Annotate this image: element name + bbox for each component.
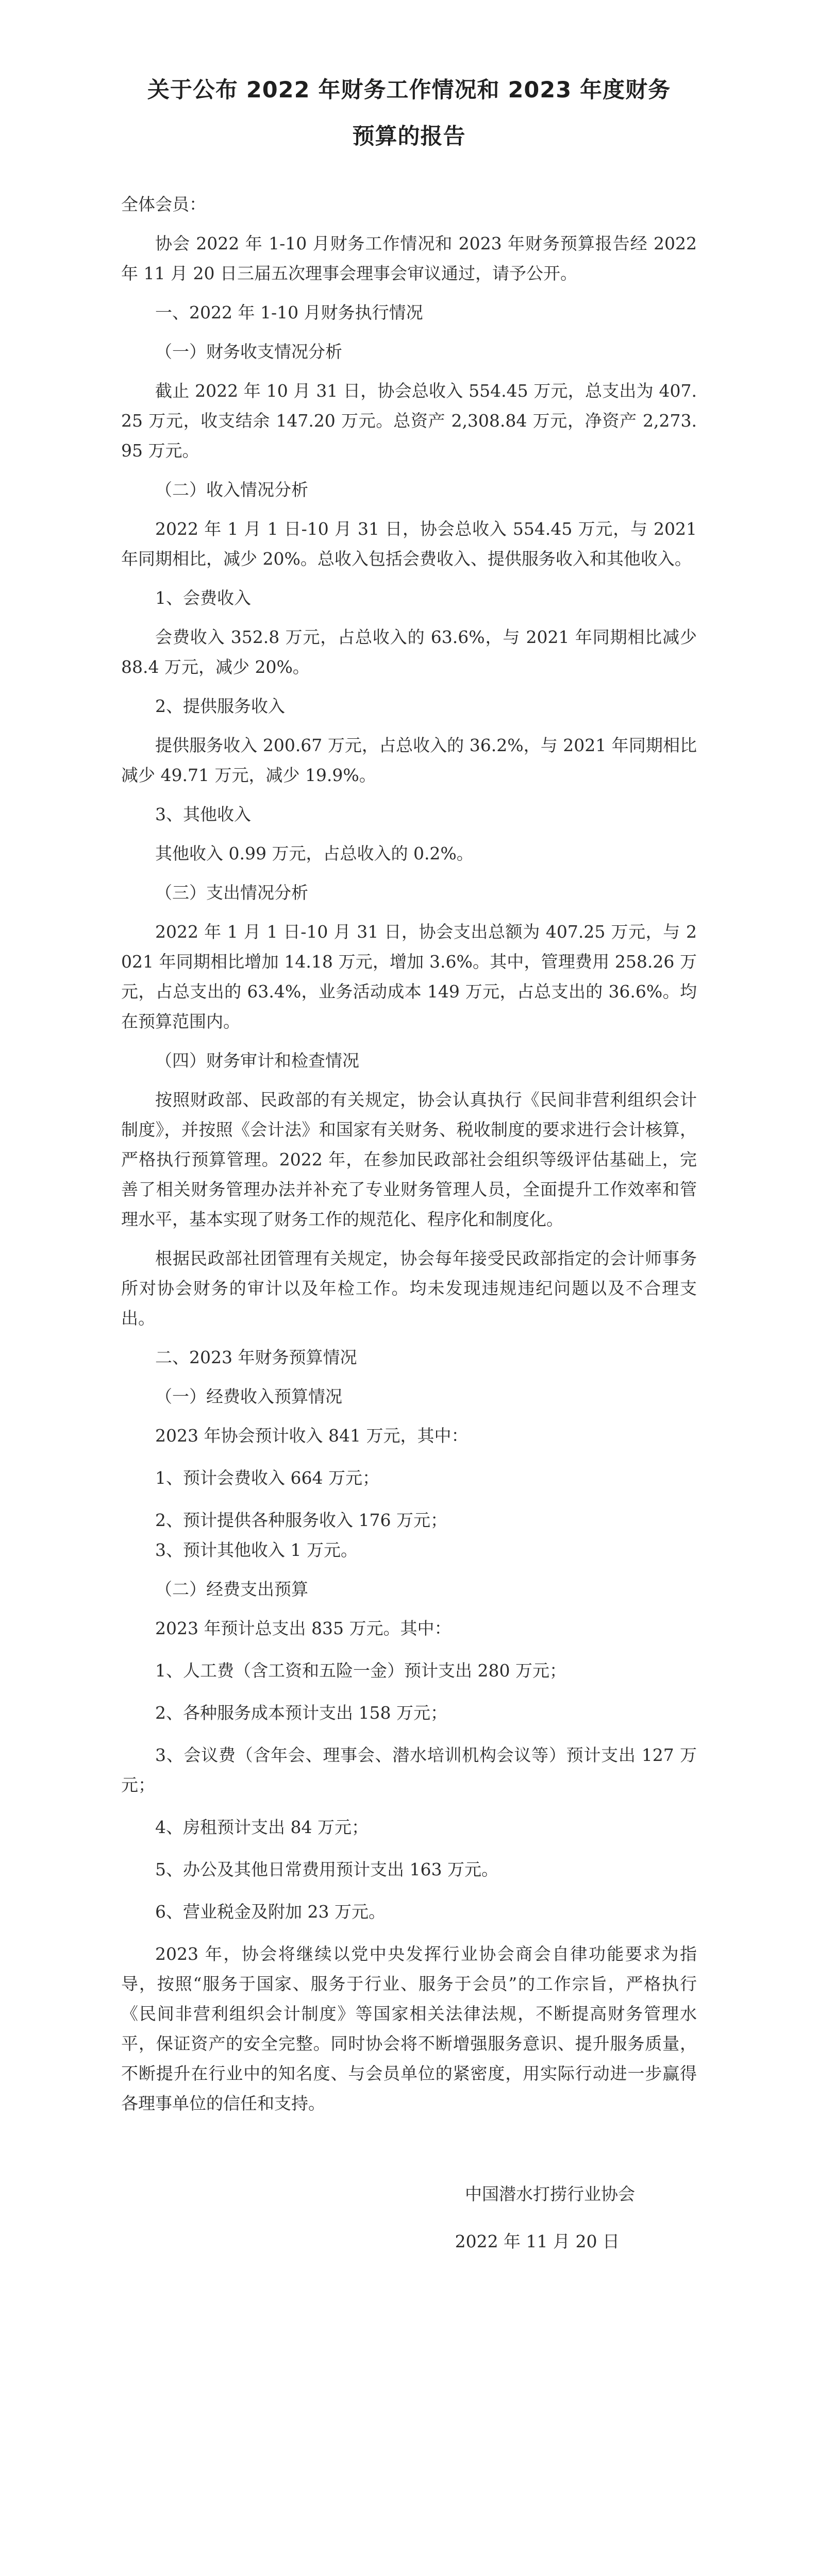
body-paragraph: 根据民政部社团管理有关规定，协会每年接受民政部指定的会计师事务所对协会财务的审计以及年检工作。均未发现违规违纪问题以及不合理支出。 (121, 1248, 697, 1328)
list-item: 6、营业税金及附加 23 万元。 (155, 1902, 386, 1922)
list-item: 5、办公及其他日常费用预计支出 163 万元。 (155, 1859, 498, 1879)
body-paragraph: 提供服务收入 200.67 万元，占总收入的 36.2%，与 2021 年同期相比减少 49.71 万元，减少 19.9%。 (121, 735, 697, 785)
list-item: 2、各种服务成本预计支出 158 万元； (155, 1703, 447, 1723)
signature-date: 2022 年 11 月 20 日 (455, 2231, 620, 2251)
closing-paragraph: 2023 年，协会将继续以党中央发挥行业协会商会自律功能要求为指导，按照“服务于国家、服务于行业、服务于会员”的工作宗旨，严格执行《民间非营利组织会计制度》等国家相关法律法规，不断提高财务管理水平，保证资产的安全完整。同时协会将不断增强服务意识、提升服务质量，不断提升在行业中的知名度、与会员单位的紧密度，用实际行动进一步赢得各理事单位的信任和支持。 (121, 1944, 697, 2113)
title-line-1: 关于公布 2022 年财务工作情况和 2023 年度财务 (147, 77, 671, 103)
body-paragraph: 2022 年 1 月 1 日-10 月 31 日，协会总收入 554.45 万元，与 2021 年同期相比，减少 20%。总收入包括会费收入、提供服务收入和其他收入。 (121, 519, 697, 569)
body-paragraph: 会费收入 352.8 万元，占总收入的 63.6%，与 2021 年同期相比减少 88.4 万元，减少 20%。 (121, 627, 697, 677)
document-title (121, 67, 697, 160)
list-heading: 3、其他收入 (155, 804, 251, 824)
body-paragraph: 2023 年协会预计收入 841 万元，其中： (155, 1426, 469, 1446)
subsection-heading: （一）经费收入预算情况 (155, 1386, 342, 1406)
intro-paragraph: 协会 2022 年 1-10 月财务工作情况和 2023 年财务预算报告经 2022 年 11 月 20 日三届五次理事会理事会审议通过，请予公开。 (121, 233, 697, 283)
title-line-2: 预算的报告 (352, 124, 466, 149)
body-paragraph: 2023 年预计总支出 835 万元。其中： (155, 1618, 452, 1638)
list-item: 4、房租预计支出 84 万元； (155, 1817, 369, 1837)
signature-org: 中国潜水打捞行业协会 (465, 2184, 635, 2204)
section-heading-1: 一、2022 年 1-10 月财务执行情况 (155, 302, 423, 323)
subsection-heading: （二）收入情况分析 (155, 480, 308, 500)
subsection-heading: （四）财务审计和检查情况 (155, 1050, 359, 1071)
list-item: 1、人工费（含工资和五险一金）预计支出 280 万元； (155, 1660, 566, 1681)
list-item: 3、预计其他收入 1 万元。 (155, 1540, 358, 1560)
list-item: 3、会议费（含年会、理事会、潜水培训机构会议等）预计支出 127 万元； (121, 1745, 697, 1795)
list-heading: 2、提供服务收入 (155, 696, 285, 716)
subsection-heading: （一）财务收支情况分析 (155, 342, 342, 362)
list-item: 1、预计会费收入 664 万元； (155, 1468, 379, 1488)
document-body (121, 190, 697, 2119)
salutation: 全体会员： (121, 194, 206, 214)
list-item: 2、预计提供各种服务收入 176 万元； (155, 1510, 447, 1530)
body-paragraph: 其他收入 0.99 万元，占总收入的 0.2%。 (155, 843, 474, 863)
body-paragraph: 截止 2022 年 10 月 31 日，协会总收入 554.45 万元，总支出为 407.25 万元，收支结余 147.20 万元。总资产 2,308.84 万元，净资产 2,273.95 万元。 (121, 381, 697, 461)
signature-block (121, 2179, 697, 2257)
subsection-heading: （三）支出情况分析 (155, 883, 308, 903)
list-heading: 1、会费收入 (155, 588, 251, 608)
section-heading-2: 二、2023 年财务预算情况 (155, 1347, 357, 1367)
body-paragraph: 按照财政部、民政部的有关规定，协会认真执行《民间非营利组织会计制度》，并按照《会计法》和国家有关财务、税收制度的要求进行会计核算，严格执行预算管理。2022 年，在参加民政部社会组织等级评估基础上，完善了相关财务管理办法并补充了专业财务管理人员，全面提升工作效率和管理水平，基本实现了财务工作的规范化、程序化和制度化。 (121, 1090, 697, 1229)
body-paragraph: 2022 年 1 月 1 日-10 月 31 日，协会支出总额为 407.25 万元，与 2021 年同期相比增加 14.18 万元，增加 3.6%。其中，管理费用 258.26 万元，占总支出的 63.4%，业务活动成本 149 万元，占总支出的 36.6%。均在预算范围内。 (121, 922, 697, 1031)
subsection-heading: （二）经费支出预算 (155, 1579, 308, 1599)
